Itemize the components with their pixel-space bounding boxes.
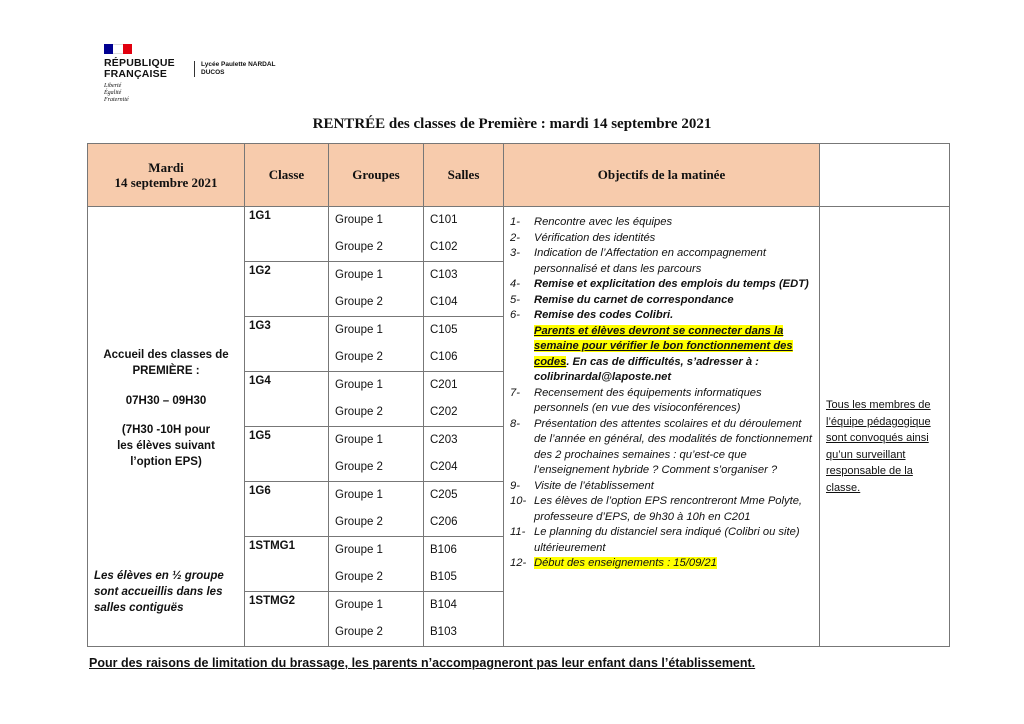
accueil-eps-line2: les élèves suivant [117, 440, 215, 452]
start-date-highlight: Début des enseignements : 15/09/21 [534, 557, 717, 569]
groups-cell: Groupe 1 Groupe 2 [329, 482, 424, 537]
list-item-number: 11- [510, 526, 526, 538]
rooms-cell: C205 C206 [424, 482, 504, 537]
list-item [510, 370, 813, 386]
logo-motto: Liberté Égalité Fraternité [104, 83, 129, 103]
list-item-text: Présentation des attentes scolaires et du déroulement de l’année en général, des modalités de fonctionnement des 2 prochaines semaines : qu’est-ce que l’enseignement hybride ? Comment s’organiser ? [534, 417, 813, 476]
list-item-number: 3- [510, 247, 520, 259]
list-item [510, 293, 813, 309]
groups-cell: Groupe 1 Groupe 2 [329, 317, 424, 372]
logo-francaise: FRANÇAISE [104, 68, 168, 80]
accueil-line1: Accueil des classes de [103, 349, 229, 361]
list-item-number: 8- [510, 417, 520, 430]
rooms-cell: C203 C204 [424, 427, 504, 482]
list-item-text: Recensement des équipements informatiques personnels (en vue des visioconférences) [534, 386, 762, 414]
objectifs-list-2 [510, 386, 813, 557]
page-title: RENTRÉE des classes de Première : mardi 14 septembre 2021 [312, 116, 712, 132]
staff-note-cell [820, 207, 950, 647]
list-item [510, 386, 813, 417]
list-item-number: 4- [510, 278, 520, 290]
table-header-row [88, 144, 950, 207]
list-item [510, 277, 813, 293]
list-item-number: 5- [510, 293, 520, 306]
class-cell: 1G4 [245, 372, 329, 427]
groups-cell: Groupe 1 Groupe 2 [329, 427, 424, 482]
groups-cell: Groupe 1 Groupe 2 [329, 207, 424, 262]
list-item-text: Remise des codes Colibri. [534, 309, 674, 321]
header-date: Mardi 14 septembre 2021 [88, 144, 245, 207]
class-cell: 1STMG1 [245, 537, 329, 592]
header-classe: Classe [245, 144, 329, 207]
accueil-line2: PREMIÈRE : [132, 365, 200, 377]
rooms-cell: B106 B105 [424, 537, 504, 592]
accueil-hours: 07H30 – 09H30 [125, 395, 207, 407]
list-item-text: Le planning du distanciel sera indiqué (Colibri ou site) ultérieurement [534, 526, 800, 554]
list-item-text: Visite de l’établissement [534, 479, 654, 492]
accueil-cell [88, 207, 245, 647]
list-item [510, 324, 813, 371]
rooms-cell: C101 C102 [424, 207, 504, 262]
objectifs-list [510, 215, 813, 324]
groups-cell: Groupe 1 Groupe 2 [329, 262, 424, 317]
contact-email: colibrinardal@laposte.net [534, 371, 672, 383]
list-item [510, 417, 813, 479]
codes-rest: . En cas de difficultés, s’adresser à : [566, 355, 759, 368]
list-item-text: Remise du carnet de correspondance [534, 293, 734, 306]
header-groupes: Groupes [329, 144, 424, 207]
list-item-number: 1- [510, 216, 520, 228]
class-cell: 1G3 [245, 317, 329, 372]
rooms-cell: C105 C106 [424, 317, 504, 372]
table-row [88, 207, 950, 262]
list-item-text: Les élèves de l’option EPS rencontreront Mme Polyte, professeure d’EPS, de 9h30 à 10h en C201 [534, 495, 803, 523]
groups-cell: Groupe 1 Groupe 2 [329, 592, 424, 647]
list-item [510, 231, 813, 247]
list-item-text: Vérification des identités [534, 231, 656, 244]
list-item [510, 479, 813, 495]
accueil-eps-line3: l’option EPS) [130, 456, 202, 468]
codes-highlight: Parents et élèves devront se connecter dans la semaine pour vérifier le bon fonctionnement des codes [534, 324, 793, 368]
rooms-cell: B104 B103 [424, 592, 504, 647]
logo-republique: RÉPUBLIQUE [104, 57, 175, 69]
header-objectifs: Objectifs de la matinée [504, 144, 820, 207]
list-item-number: 9- [510, 479, 520, 492]
french-flag-icon [104, 44, 132, 54]
list-item [510, 215, 813, 231]
class-cell: 1STMG2 [245, 592, 329, 647]
list-item-number: 6- [510, 309, 520, 321]
rooms-cell: C201 C202 [424, 372, 504, 427]
list-item-text: Rencontre avec les équipes [534, 216, 673, 228]
school-name: Lycée Paulette NARDAL [201, 61, 276, 68]
list-item-number: 10- [510, 495, 527, 507]
schedule-table [87, 143, 950, 647]
accueil-eps-line1: (7H30 -10H pour [121, 424, 211, 436]
list-item-text: Indication de l’Affectation en accompagnement personnalisé et dans les parcours [534, 247, 766, 275]
header-blank [820, 144, 950, 207]
groups-cell: Groupe 1 Groupe 2 [329, 537, 424, 592]
staff-note: Tous les membres de l’équipe pédagogique sont convoqués ainsi qu’un surveillant responsable de la classe. [826, 399, 931, 494]
groups-cell: Groupe 1 Groupe 2 [329, 372, 424, 427]
school-name-block [194, 61, 276, 77]
rooms-cell: C103 C104 [424, 262, 504, 317]
list-item-number: 7- [510, 386, 520, 399]
class-cell: 1G6 [245, 482, 329, 537]
list-item [510, 246, 813, 277]
class-cell: 1G2 [245, 262, 329, 317]
accueil-half-line3: salles contiguës [94, 602, 184, 614]
list-item-number: 2- [510, 231, 520, 244]
list-item [510, 525, 813, 556]
list-item: 12- Début des enseignements : 15/09/21 [510, 557, 717, 569]
accueil-half-line2: sont accueillis dans les [94, 586, 223, 598]
class-cell: 1G1 [245, 207, 329, 262]
objectifs-cell [504, 207, 820, 647]
class-cell: 1G5 [245, 427, 329, 482]
list-item [510, 494, 813, 525]
header-salles: Salles [424, 144, 504, 207]
school-city: DUCOS [201, 69, 225, 76]
accueil-half-line1: Les élèves en ½ groupe [94, 570, 224, 582]
footer-notice: Pour des raisons de limitation du brassage, les parents n’accompagneront pas leur enfant dans l’établissement. [89, 656, 756, 670]
list-item-text: Remise et explicitation des emplois du temps (EDT) [534, 278, 809, 290]
list-item [510, 308, 813, 324]
